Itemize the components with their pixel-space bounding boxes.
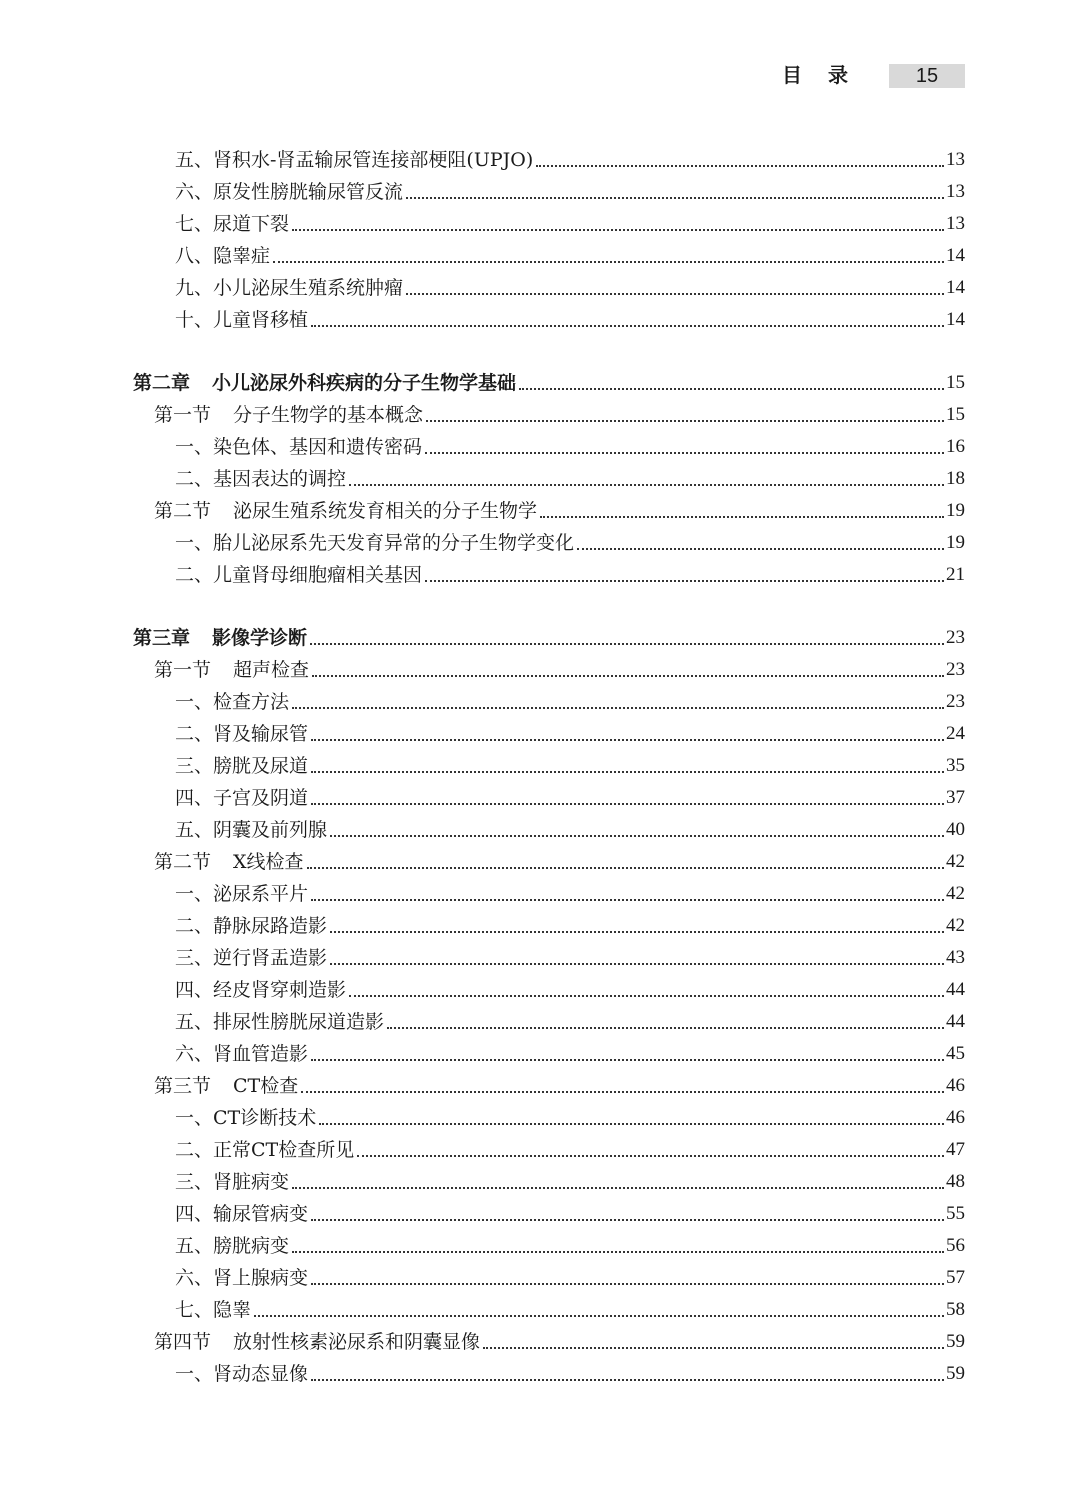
toc-page-number: 35 (946, 755, 965, 776)
dot-leader (519, 388, 944, 390)
toc-entry-item[interactable] (175, 879, 965, 909)
toc-page-number: 48 (946, 1171, 965, 1192)
dot-leader (387, 1027, 944, 1029)
toc-page-number: 13 (946, 213, 965, 234)
toc-entry-label (133, 623, 307, 653)
dot-leader (301, 1091, 944, 1093)
toc-entry-item[interactable] (175, 975, 965, 1005)
dot-leader (292, 707, 944, 709)
chapter-number: 第二章 (133, 372, 191, 394)
dot-leader (357, 1155, 944, 1157)
dot-leader (483, 1347, 944, 1349)
toc-entry-item[interactable] (175, 783, 965, 813)
toc-entry-label: 五、肾积水-肾盂输尿管连接部梗阻(UPJO) (175, 149, 534, 171)
toc-page-number: 24 (946, 723, 965, 744)
toc-entry-item[interactable] (175, 209, 965, 239)
toc-entry-item[interactable] (175, 273, 965, 303)
toc-page-number: 23 (946, 691, 965, 712)
toc-page-number: 40 (946, 819, 965, 840)
chapter-title: 小儿泌尿外科疾病的分子生物学基础 (212, 372, 517, 394)
dot-leader (312, 675, 944, 677)
dot-leader (311, 771, 944, 773)
toc-entry-section[interactable] (154, 496, 965, 526)
dot-leader (330, 835, 944, 837)
toc-entry-item[interactable] (175, 1103, 965, 1133)
toc-page-number: 55 (946, 1203, 965, 1224)
toc-page-number: 18 (946, 468, 965, 489)
toc-entry-label: 六、肾血管造影 (175, 1043, 309, 1065)
toc-page-number: 13 (946, 181, 965, 202)
toc-entry-label (154, 496, 537, 526)
dot-leader (536, 165, 944, 167)
toc-entry-label: 四、输尿管病变 (175, 1203, 309, 1225)
toc-entry-section[interactable] (154, 655, 965, 685)
toc-entry-item[interactable] (175, 305, 965, 335)
toc-entry-section[interactable] (154, 400, 965, 430)
dot-leader (273, 261, 944, 263)
dot-leader (425, 580, 944, 582)
dot-leader (307, 867, 944, 869)
toc-entry-section[interactable] (154, 1327, 965, 1357)
toc-entry-label: 五、阴囊及前列腺 (175, 819, 328, 841)
toc-entry-chapter[interactable] (133, 368, 965, 398)
toc-entry-section[interactable] (154, 847, 965, 877)
dot-leader (292, 229, 944, 231)
section-title: 放射性核素泌尿系和阴囊显像 (233, 1331, 481, 1353)
toc-entry-item[interactable] (175, 719, 965, 749)
toc-entry-label (154, 655, 309, 685)
header-title: 目录 (782, 63, 874, 87)
dot-leader (540, 516, 944, 518)
dot-leader (292, 1187, 944, 1189)
dot-leader (311, 1059, 944, 1061)
toc-page-number: 14 (946, 309, 965, 330)
toc-entry-item[interactable] (175, 815, 965, 845)
dot-leader (330, 963, 944, 965)
toc-entry-label: 七、尿道下裂 (175, 213, 290, 235)
toc-entry-item[interactable] (175, 911, 965, 941)
toc-entry-label: 五、膀胱病变 (175, 1235, 290, 1257)
toc-entry-label: 二、基因表达的调控 (175, 468, 347, 490)
dot-leader (406, 293, 944, 295)
toc-page-number: 44 (946, 979, 965, 1000)
dot-leader (426, 420, 944, 422)
dot-leader (311, 803, 944, 805)
toc-page-number: 14 (946, 277, 965, 298)
dot-leader (349, 484, 944, 486)
toc-page-number: 57 (946, 1267, 965, 1288)
dot-leader (254, 1315, 944, 1317)
toc-entry-label: 二、儿童肾母细胞瘤相关基因 (175, 564, 423, 586)
toc-entry-item[interactable] (175, 177, 965, 207)
toc-entry-label: 八、隐睾症 (175, 245, 271, 267)
dot-leader (577, 548, 944, 550)
toc-page-number: 47 (946, 1139, 965, 1160)
dot-leader (292, 1251, 944, 1253)
toc-entry-label: 一、肾动态显像 (175, 1363, 309, 1385)
toc-entry-item[interactable] (175, 943, 965, 973)
toc-entry-label: 一、染色体、基因和遗传密码 (175, 436, 423, 458)
toc-page-number: 23 (946, 659, 965, 680)
dot-leader (319, 1123, 944, 1125)
dot-leader (349, 995, 944, 997)
toc-page-number: 56 (946, 1235, 965, 1256)
toc-entry-item[interactable] (175, 241, 965, 271)
toc-page-number: 37 (946, 787, 965, 808)
dot-leader (330, 931, 944, 933)
toc-entry-label (154, 1071, 298, 1101)
section-number: 第一节 (154, 659, 212, 681)
toc-page-number: 23 (946, 627, 965, 648)
toc-entry-label: 二、肾及输尿管 (175, 723, 309, 745)
toc-entry-item[interactable] (175, 1359, 965, 1389)
header-page-number: 15 (889, 64, 965, 88)
toc-entry-section[interactable] (154, 1071, 965, 1101)
toc-entry-label: 一、CT诊断技术 (175, 1107, 317, 1129)
toc-entry-label: 六、原发性膀胱输尿管反流 (175, 181, 404, 203)
section-title: 超声检查 (233, 659, 310, 681)
chapter-title: 影像学诊断 (212, 627, 308, 649)
section-number: 第一节 (154, 404, 212, 426)
toc-entry-label: 一、泌尿系平片 (175, 883, 309, 905)
toc-page-number: 42 (946, 915, 965, 936)
toc-entry-item[interactable] (175, 1135, 965, 1165)
toc-page-number: 13 (946, 149, 965, 170)
section-title: 分子生物学的基本概念 (233, 404, 424, 426)
toc-entry-label: 二、静脉尿路造影 (175, 915, 328, 937)
section-title: 泌尿生殖系统发育相关的分子生物学 (233, 500, 538, 522)
toc-entry-label (133, 368, 516, 398)
toc-entry-item[interactable] (175, 1199, 965, 1229)
toc-page-number: 42 (946, 851, 965, 872)
toc-entry-label (154, 1327, 480, 1357)
toc-entry-label: 三、膀胱及尿道 (175, 755, 309, 777)
toc-entry-label: 五、排尿性膀胱尿道造影 (175, 1011, 385, 1033)
toc-entry-label: 二、正常CT检查所见 (175, 1139, 355, 1161)
dot-leader (311, 739, 944, 741)
toc-page-number: 59 (946, 1363, 965, 1384)
toc-entry-item[interactable] (175, 1295, 965, 1325)
dot-leader (311, 1283, 944, 1285)
toc-page-number: 19 (946, 532, 965, 553)
toc-entry-item[interactable] (175, 528, 965, 558)
section-number: 第三节 (154, 1075, 212, 1097)
toc-page-number: 21 (946, 564, 965, 585)
toc-entry-label: 三、逆行肾盂造影 (175, 947, 328, 969)
section-title: CT检查 (233, 1075, 299, 1097)
toc-entry-label: 四、经皮肾穿刺造影 (175, 979, 347, 1001)
toc-entry-label (154, 847, 304, 877)
toc-page-number: 14 (946, 245, 965, 266)
toc-page-number: 19 (946, 500, 965, 521)
toc-page-number: 45 (946, 1043, 965, 1064)
toc-entry-item[interactable] (175, 687, 965, 717)
toc-page-number: 44 (946, 1011, 965, 1032)
toc-entry-label: 四、子宫及阴道 (175, 787, 309, 809)
toc-page-number: 43 (946, 947, 965, 968)
toc-entry-label: 十、儿童肾移植 (175, 309, 309, 331)
toc-entry-label: 九、小儿泌尿生殖系统肿瘤 (175, 277, 404, 299)
section-title: X线检查 (233, 851, 304, 873)
toc-page-number: 58 (946, 1299, 965, 1320)
section-number: 第四节 (154, 1331, 212, 1353)
toc-page-number: 16 (946, 436, 965, 457)
toc-entry-item[interactable] (175, 1007, 965, 1037)
toc-page-number: 42 (946, 883, 965, 904)
toc-entry-item[interactable] (175, 1263, 965, 1293)
toc-entry-item[interactable] (175, 751, 965, 781)
toc-page-number: 15 (946, 404, 965, 425)
section-number: 第二节 (154, 851, 212, 873)
toc-page-number: 59 (946, 1331, 965, 1352)
dot-leader (406, 197, 944, 199)
dot-leader (310, 643, 944, 645)
dot-leader (425, 452, 944, 454)
toc-entry-item[interactable] (175, 432, 965, 462)
toc-entry-item[interactable] (175, 1167, 965, 1197)
toc-entry-label: 七、隐睾 (175, 1299, 252, 1321)
dot-leader (311, 1379, 944, 1381)
toc-entry-item[interactable] (175, 145, 965, 175)
dot-leader (311, 1219, 944, 1221)
toc-entry-label: 六、肾上腺病变 (175, 1267, 309, 1289)
toc-entry-label: 一、胎儿泌尿系先天发育异常的分子生物学变化 (175, 532, 575, 554)
toc-entry-label (154, 400, 423, 430)
toc-entry-label: 一、检查方法 (175, 691, 290, 713)
section-number: 第二节 (154, 500, 212, 522)
toc-entry-chapter[interactable] (133, 623, 965, 653)
toc-page-number: 46 (946, 1075, 965, 1096)
toc-entry-item[interactable] (175, 560, 965, 590)
toc-entry-item[interactable] (175, 464, 965, 494)
toc-entry-item[interactable] (175, 1039, 965, 1069)
dot-leader (311, 899, 944, 901)
toc-entry-item[interactable] (175, 1231, 965, 1261)
dot-leader (311, 325, 944, 327)
toc-entry-label: 三、肾脏病变 (175, 1171, 290, 1193)
toc-page-number: 46 (946, 1107, 965, 1128)
chapter-number: 第三章 (133, 627, 191, 649)
toc-page-number: 15 (946, 372, 965, 393)
